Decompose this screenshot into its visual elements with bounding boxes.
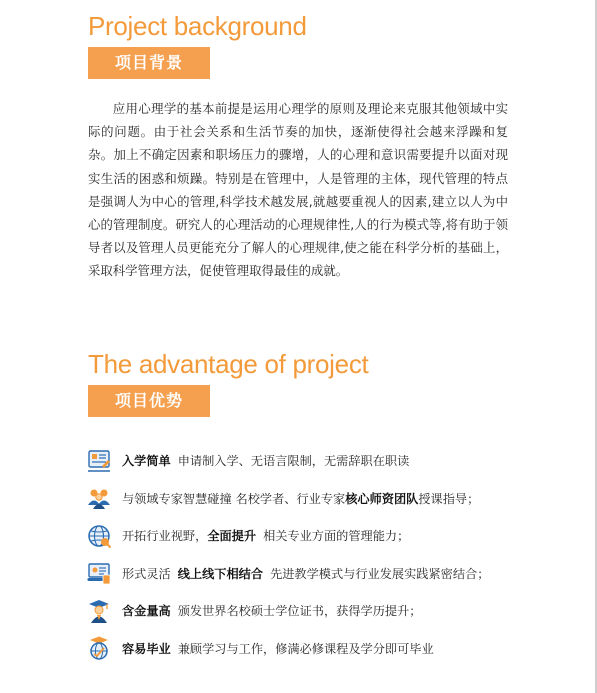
advantage-item-format [86, 556, 566, 591]
background-paragraph: 应用心理学的基本前提是运用心理学的原则及理论来克服其他领域中实际的问题。由于社会关系和生活节奏的加快，逐渐使得社会越来浮躁和复杂。加上不确定因素和职场压力的骤增，人的心理和意识需要提升以面对现实生活的困惑和烦躁。特别是在管理中，人是管理的主体，现代管理的特点是强调人为中心的管理,科学技术越发展,就越要重视人的因素,建立以人为中心的管理制度。研究人的心理活动的心理规律性,人的行为模式等,将有助于领导者以及管理人员更能充分了解人的心理规律,使之能在科学分析的基础上，采取科学管理方法，促使管理取得最佳的成就。 [88, 101, 508, 279]
advantage-item-admission-text: 申请制入学、无语言限制，无需辞职在职读 [177, 454, 410, 468]
experts-group-icon [86, 485, 112, 511]
advantage-item-graduation-strong: 容易毕业 [122, 641, 171, 656]
graduate-icon [86, 598, 112, 624]
background-title-en: Project background [88, 11, 307, 41]
advantage-item-vision [86, 518, 566, 553]
background-title-badge: 项目背景 [88, 47, 210, 79]
advantage-item-vision-pre: 开拓行业视野， [122, 529, 208, 543]
advantage-item-admission [86, 443, 566, 478]
graduation-globe-icon [86, 635, 112, 661]
online-learning-icon [86, 560, 112, 586]
advantage-item-value [86, 593, 566, 628]
advantage-item-experts-strong: 核心师资团队 [345, 491, 419, 506]
advantage-item-format-pre: 形式灵活 [122, 566, 171, 581]
advantage-item-experts [86, 481, 566, 516]
advantage-title-badge: 项目优势 [88, 385, 210, 417]
advantage-item-experts-text: 授课指导； [418, 491, 480, 506]
advantage-item-graduation [86, 631, 566, 666]
advantage-title-en: The advantage of project [88, 349, 369, 379]
advantage-item-format-strong: 线上线下相结合 [177, 566, 264, 581]
advantage-item-format-text: 先进教学模式与行业发展实践紧密结合； [270, 566, 490, 581]
advantage-list [86, 443, 566, 668]
advantage-item-graduation-text: 兼顾学习与工作，修满必修课程及学分即可毕业 [177, 641, 434, 656]
application-form-icon [86, 448, 112, 474]
advantage-item-vision-text: 相关专业方面的管理能力； [263, 529, 410, 543]
advantage-item-value-text: 颁发世界名校硕士学位证书，获得学历提升； [177, 604, 422, 618]
advantage-item-admission-strong: 入学简单 [122, 454, 171, 468]
advantage-item-experts-pre: 与领域专家智慧碰撞 名校学者、行业专家 [122, 491, 346, 506]
advantage-item-vision-strong: 全面提升 [207, 529, 257, 543]
globe-icon [86, 523, 112, 549]
advantage-item-value-strong: 含金量高 [122, 604, 171, 618]
